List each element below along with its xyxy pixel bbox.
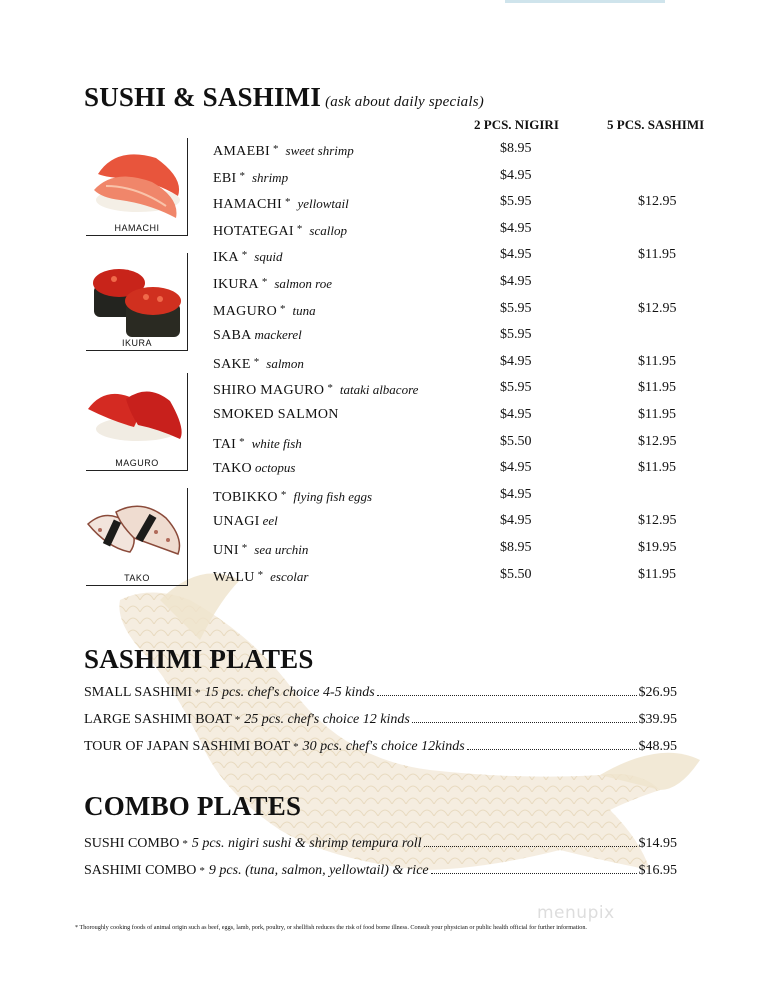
item-star: * [241, 542, 248, 554]
photo-caption: IKURA [121, 338, 152, 348]
plate-description: 5 pcs. nigiri sushi & shrimp tempura roll [191, 836, 422, 851]
ikura-gunkan-image [86, 253, 188, 351]
plate-price: $48.95 [638, 739, 677, 754]
photo-caption: TAKO [124, 573, 150, 583]
plate-description: 15 pcs. chef's choice 4-5 kinds [204, 685, 375, 700]
menu-item-row [213, 566, 308, 584]
photo-caption: MAGURO [115, 458, 159, 468]
item-description: escolar [270, 569, 309, 584]
item-name: SAKE [213, 357, 251, 372]
item-description: shrimp [251, 170, 289, 185]
menu-item-row [213, 326, 302, 344]
photo-ikura [86, 253, 188, 351]
item-description: scallop [309, 223, 347, 238]
maguro-nigiri-image [86, 373, 188, 471]
item-description: mackerel [254, 327, 302, 342]
column-header-nigiri: 2 PCS. NIGIRI [474, 117, 559, 132]
dot-leader [377, 695, 637, 696]
sushi-title-text: SUSHI & SASHIMI [84, 82, 322, 112]
nigiri-price: $5.95 [500, 301, 532, 316]
hamachi-nigiri-image [86, 138, 188, 236]
sashimi-price: $12.95 [638, 513, 677, 528]
sashimi-price: $12.95 [638, 434, 677, 449]
item-description: yellowtail [297, 196, 349, 211]
plate-name: SMALL SASHIMI [84, 685, 192, 700]
photo-frame-bottom [86, 470, 188, 471]
item-name: TAKO [213, 461, 252, 476]
menu-item-row [213, 300, 316, 318]
plate-description: 25 pcs. chef's choice 12 kinds [244, 712, 410, 727]
item-description: white fish [251, 436, 302, 451]
menupix-watermark: menupix [537, 903, 615, 923]
item-star: * [285, 196, 291, 208]
plate-star: * [199, 865, 205, 877]
plate-item-row [84, 684, 677, 702]
item-description: sweet shrimp [285, 143, 354, 158]
item-star: * [253, 356, 260, 368]
combo-plates-title: COMBO PLATES [84, 791, 302, 821]
nigiri-price: $4.95 [500, 274, 532, 289]
menu-item-row [213, 486, 372, 504]
item-description: salmon roe [274, 276, 332, 291]
photo-frame-bottom [86, 350, 188, 351]
item-name: HAMACHI [213, 197, 282, 212]
dot-leader [467, 749, 637, 750]
item-star: * [257, 569, 264, 581]
item-star: * [261, 276, 268, 288]
nigiri-price: $8.95 [500, 141, 532, 156]
sushi-section-title [84, 82, 484, 113]
photo-hamachi [86, 138, 188, 236]
item-star: * [241, 249, 248, 261]
photo-frame-bottom [86, 235, 188, 236]
item-description: salmon [266, 356, 304, 371]
tako-nigiri-image [86, 488, 188, 586]
plate-item-row [84, 738, 677, 756]
photo-frame-right [187, 373, 188, 471]
item-star: * [280, 489, 287, 501]
photo-caption: HAMACHI [114, 223, 160, 233]
nigiri-price: $5.95 [500, 327, 532, 342]
nigiri-price: $4.95 [500, 354, 532, 369]
item-star: * [280, 303, 286, 315]
plate-price: $14.95 [638, 836, 677, 851]
item-description: octopus [254, 460, 296, 475]
dot-leader [424, 846, 637, 847]
plate-star: * [195, 687, 201, 699]
plate-name: TOUR OF JAPAN SASHIMI BOAT [84, 739, 291, 754]
item-name: SMOKED SALMON [213, 407, 339, 422]
dot-leader [412, 722, 637, 723]
menu-item-row [213, 193, 349, 211]
sashimi-price: $11.95 [638, 460, 676, 475]
item-description: tataki albacore [339, 382, 419, 397]
item-star: * [273, 143, 279, 155]
photo-tako [86, 488, 188, 586]
item-name: IKURA [213, 277, 259, 292]
dot-leader [431, 873, 637, 874]
sashimi-price: $11.95 [638, 380, 676, 395]
plate-price: $39.95 [638, 712, 677, 727]
item-name: HOTATEGAI [213, 224, 294, 239]
menu-item-row [213, 406, 339, 424]
plate-name: LARGE SASHIMI BOAT [84, 712, 232, 727]
food-safety-footnote: * Thoroughly cooking foods of animal origin such as beef, eggs, lamb, pork, poultry, or shellfish reduces the risk of food borne illness. Consult your physician or public health official for further information. [75, 924, 587, 931]
item-description: eel [262, 513, 278, 528]
item-name: SABA [213, 328, 252, 343]
sashimi-price: $19.95 [638, 540, 677, 555]
nigiri-price: $4.95 [500, 407, 532, 422]
sashimi-price: $11.95 [638, 567, 676, 582]
item-name: EBI [213, 171, 237, 186]
plate-name: SUSHI COMBO [84, 836, 180, 851]
item-name: TAI [213, 437, 237, 452]
plate-description: 9 pcs. (tuna, salmon, yellowtail) & rice [208, 863, 429, 878]
menu-item-row [213, 512, 278, 530]
item-description: flying fish eggs [293, 489, 373, 504]
plate-price: $16.95 [638, 863, 677, 878]
menu-item-row [213, 539, 308, 557]
nigiri-price: $8.95 [500, 540, 532, 555]
sashimi-plates-title: SASHIMI PLATES [84, 644, 314, 674]
nigiri-price: $5.50 [500, 567, 532, 582]
item-name: AMAEBI [213, 144, 271, 159]
item-name: UNI [213, 543, 239, 558]
menu-item-row [213, 379, 418, 397]
sashimi-price: $11.95 [638, 354, 676, 369]
plate-description: 30 pcs. chef's choice 12kinds [302, 739, 465, 754]
item-name: UNAGI [213, 514, 260, 529]
nigiri-price: $4.95 [500, 221, 532, 236]
item-star: * [327, 382, 333, 394]
sashimi-price: $12.95 [638, 194, 677, 209]
item-star: * [296, 223, 303, 235]
column-header-sashimi: 5 PCS. SASHIMI [607, 117, 705, 132]
item-name: TOBIKKO [213, 490, 278, 505]
sashimi-price: $12.95 [638, 301, 677, 316]
nigiri-price: $4.95 [500, 513, 532, 528]
photo-frame-bottom [86, 585, 188, 586]
item-star: * [239, 436, 245, 448]
plate-price: $26.95 [638, 685, 677, 700]
photo-frame-right [187, 138, 188, 236]
nigiri-price: $4.95 [500, 487, 532, 502]
item-name: IKA [213, 250, 239, 265]
nigiri-price: $4.95 [500, 460, 532, 475]
item-name: SHIRO MAGURO [213, 383, 325, 398]
nigiri-price: $4.95 [500, 168, 532, 183]
menu-item-row [213, 246, 282, 264]
photo-frame-right [187, 253, 188, 351]
plate-star: * [293, 741, 299, 753]
menu-item-row [213, 220, 347, 238]
plate-star: * [182, 838, 188, 850]
plate-item-row [84, 862, 677, 880]
plate-star: * [234, 714, 241, 726]
photo-maguro [86, 373, 188, 471]
item-description: squid [254, 249, 283, 264]
menu-item-row [213, 433, 302, 451]
sashimi-price: $11.95 [638, 247, 676, 262]
plate-item-row [84, 835, 677, 853]
nigiri-price: $5.50 [500, 434, 532, 449]
sushi-subtitle: (ask about daily specials) [325, 94, 484, 110]
nigiri-price: $4.95 [500, 247, 532, 262]
nigiri-price: $5.95 [500, 194, 532, 209]
menu-item-row [213, 167, 288, 185]
item-description: tuna [292, 303, 316, 318]
menu-item-row [213, 459, 295, 477]
plate-item-row [84, 711, 677, 729]
nigiri-price: $5.95 [500, 380, 532, 395]
sashimi-price: $11.95 [638, 407, 676, 422]
menu-item-row [213, 353, 304, 371]
item-name: MAGURO [213, 304, 278, 319]
item-star: * [239, 170, 245, 182]
item-name: WALU [213, 570, 255, 585]
menu-item-row [213, 273, 332, 291]
photo-frame-right [187, 488, 188, 586]
plate-name: SASHIMI COMBO [84, 863, 197, 878]
menu-item-row [213, 140, 354, 158]
item-description: sea urchin [254, 542, 309, 557]
